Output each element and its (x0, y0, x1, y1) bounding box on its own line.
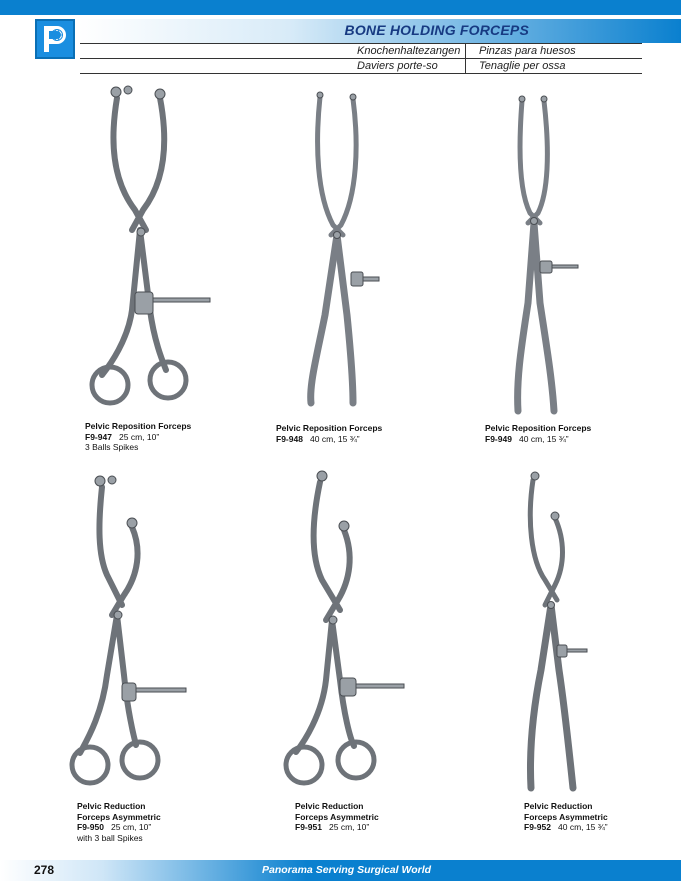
subtitle-german: Knochenhaltezangen (357, 45, 461, 57)
header-divider-top (80, 43, 642, 44)
product-caption-f9-949 (485, 423, 591, 444)
product-caption-f9-950 (77, 801, 161, 843)
product-code: F9-947 (85, 431, 112, 442)
page-title: BONE HOLDING FORCEPS (344, 22, 529, 38)
product-code: F9-950 (77, 822, 104, 832)
product-size: 25 cm, 10” (111, 822, 152, 832)
product-code: F9-949 (485, 433, 512, 444)
product-caption-f9-951 (295, 801, 379, 833)
product-size: 25 cm, 10” (119, 431, 160, 442)
product-name: Pelvic Reposition Forceps (276, 423, 383, 433)
subtitle-italian: Tenaglie per ossa (479, 60, 566, 72)
globe-logo-icon (35, 19, 75, 59)
product-name: Pelvic Reposition Forceps (485, 423, 592, 433)
product-name: Pelvic Reduction (524, 801, 593, 811)
product-caption-f9-947 (85, 421, 191, 453)
product-caption-f9-948 (276, 423, 382, 444)
header-divider-middle (80, 58, 642, 59)
forceps-asymmetric-ring-icon (62, 475, 192, 795)
header-column-divider (465, 44, 466, 73)
product-size: 40 cm, 15 ¾” (558, 822, 608, 832)
forceps-long-handle-icon (500, 93, 610, 413)
subtitle-french: Daviers porte-so (357, 60, 438, 72)
product-name: Pelvic Reduction (295, 801, 364, 811)
product-name: Pelvic Reposition Forceps (85, 421, 192, 431)
product-code: F9-948 (276, 433, 303, 444)
product-code: F9-951 (295, 822, 322, 832)
product-code: F9-952 (524, 822, 551, 832)
product-name-line2: Forceps Asymmetric (524, 811, 608, 822)
top-color-bar (0, 0, 681, 15)
forceps-asymmetric-long-icon (515, 470, 615, 795)
product-size: 40 cm, 15 ¾” (519, 433, 569, 444)
header-divider-bottom (80, 73, 642, 74)
product-note: 3 Balls Spikes (85, 442, 139, 452)
product-name: Pelvic Reduction (77, 801, 146, 811)
subtitle-spanish: Pinzas para huesos (479, 45, 576, 57)
product-name-line2: Forceps Asymmetric (295, 811, 379, 822)
forceps-ring-handle-icon (80, 80, 220, 410)
product-name-line2: Forceps Asymmetric (77, 811, 161, 822)
page-number: 278 (34, 863, 55, 877)
product-size: 40 cm, 15 ¾” (310, 433, 360, 444)
product-note: with 3 ball Spikes (77, 832, 143, 843)
product-size: 25 cm, 10” (329, 822, 370, 832)
forceps-asymmetric-ring-icon (282, 470, 412, 795)
product-caption-f9-952 (524, 801, 608, 833)
footer-slogan: Panorama Serving Surgical World (262, 864, 432, 876)
forceps-long-handle-icon (295, 85, 405, 410)
